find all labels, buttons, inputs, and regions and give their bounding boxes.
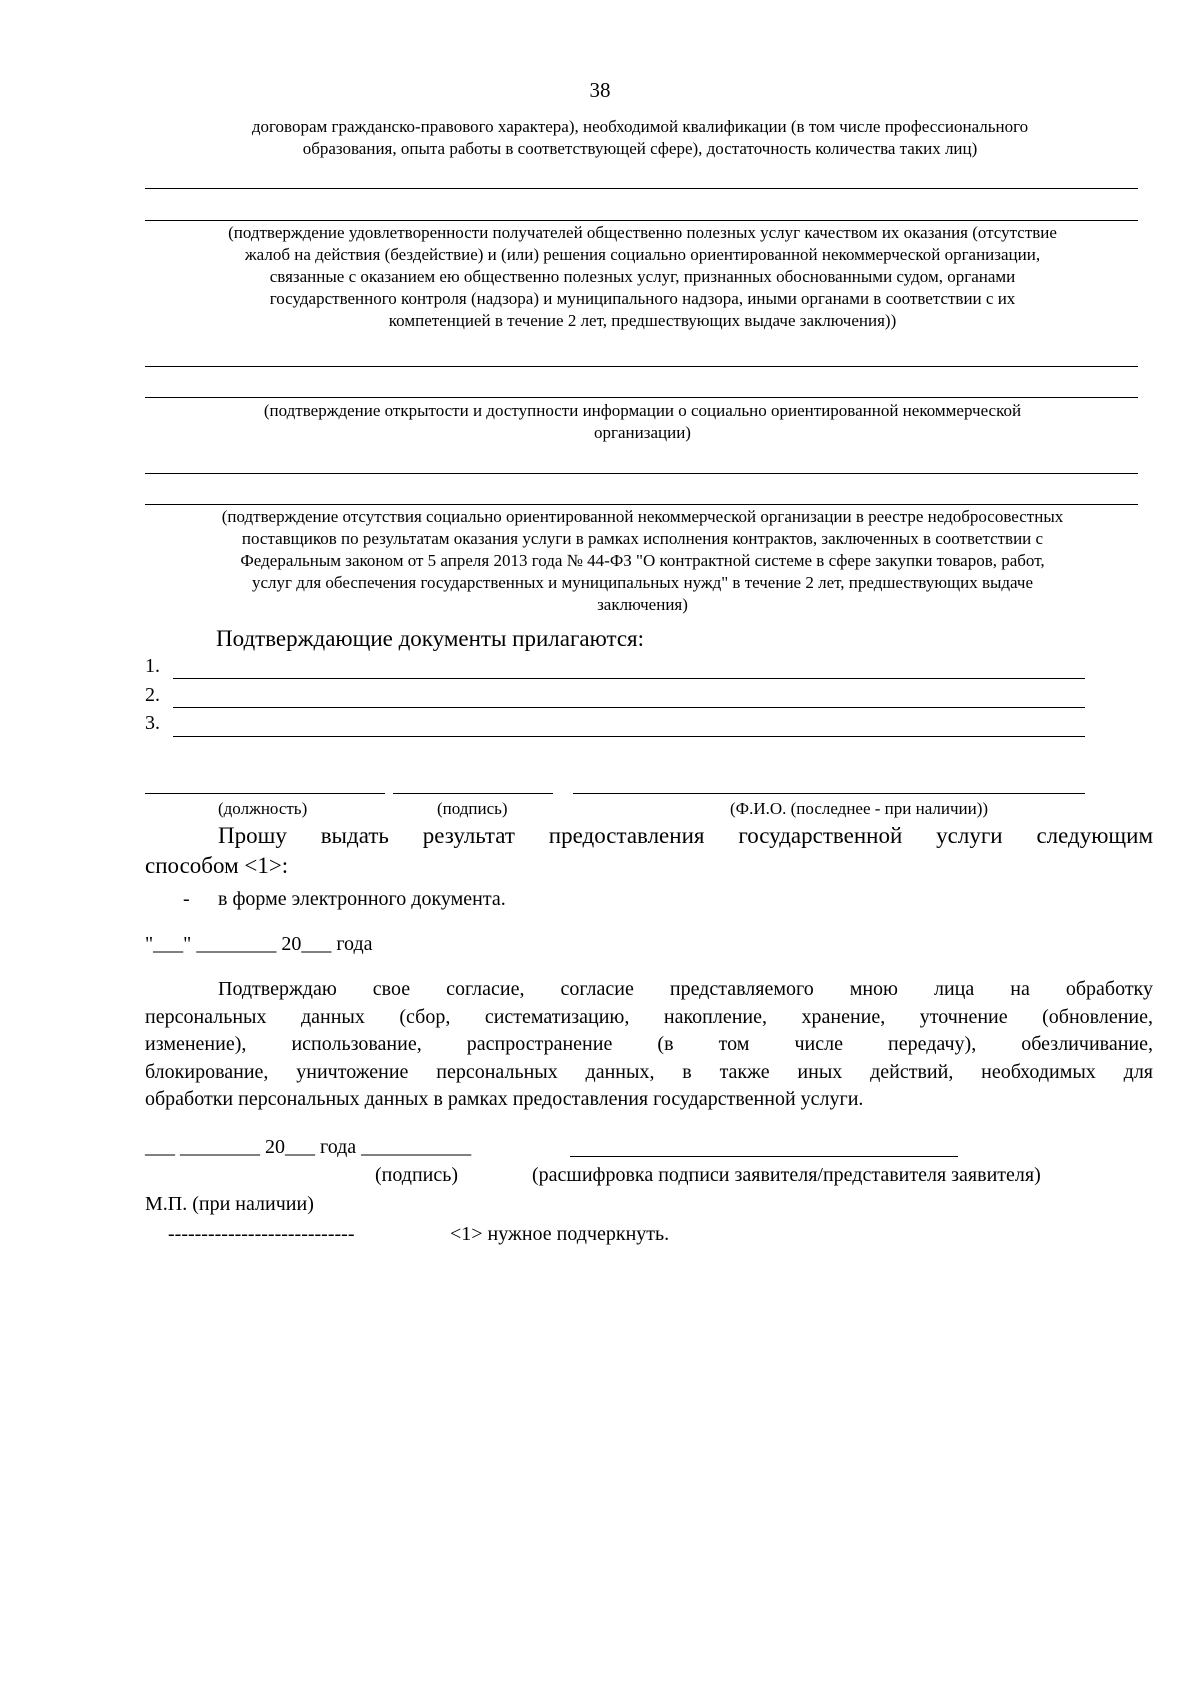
fill-line[interactable]	[145, 473, 1138, 474]
caption-line: заключения)	[597, 595, 688, 614]
attachment-item-1-line[interactable]	[173, 678, 1085, 679]
final-signature-label: (подпись)	[375, 1164, 459, 1186]
caption-line: (подтверждение открытости и доступности информации о социально ориентированной некоммерческой	[263, 401, 1022, 420]
fill-line[interactable]	[145, 220, 1138, 221]
consent-line: изменение), использование, распространение (в том числе передачу), обезличивание,	[145, 1033, 1153, 1055]
final-date-line[interactable]: ___ ________ 20___ года ___________	[145, 1136, 472, 1158]
intro-line: образования, опыта работы в соответствующей сфере), достаточность количества таких лиц)	[302, 139, 978, 158]
caption-line: государственного контроля (надзора) и муниципального надзора, иными органами в соответствии с их	[269, 289, 1016, 308]
caption-line: организации)	[594, 423, 691, 442]
consent-paragraph	[145, 976, 1153, 1114]
consent-line: обработки персональных данных в рамках предоставления государственной услуги.	[145, 1088, 864, 1110]
attachment-item-3-number: 3.	[145, 712, 160, 734]
footnote-separator: ----------------------------	[168, 1223, 355, 1245]
final-decode-label: (расшифровка подписи заявителя/представителя заявителя)	[532, 1164, 1041, 1186]
attachment-item-3-line[interactable]	[173, 736, 1085, 737]
footnote-text: <1> нужное подчеркнуть.	[450, 1223, 670, 1245]
consent-line: персональных данных (сбор, систематизацию, накопление, хранение, уточнение (обновление,	[145, 1005, 1153, 1028]
fill-line[interactable]	[145, 504, 1138, 505]
intro-line: договорам гражданско-правового характера), необходимой квалификации (в том числе профессионального	[251, 117, 1029, 136]
request-line-2: способом <1>:	[145, 853, 289, 878]
position-line[interactable]	[145, 793, 385, 794]
attachments-heading: Подтверждающие документы прилагаются:	[216, 626, 645, 651]
caption-line: связанные с оказанием ею общественно полезных услуг, признанных обоснованными судом, органами	[269, 267, 1016, 286]
decode-line[interactable]	[570, 1156, 958, 1157]
registry-caption	[140, 506, 1145, 616]
caption-line: (подтверждение удовлетворенности получателей общественно полезных услуг качеством их оказания (отсутствие	[228, 223, 1057, 242]
request-option-text: в форме электронного документа.	[218, 888, 506, 910]
satisfaction-caption	[140, 222, 1145, 332]
request-line-1: Прошу выдать результат предоставления государственной услуги следующим	[218, 823, 1153, 848]
signature-line[interactable]	[393, 793, 553, 794]
caption-line: (подтверждение отсутствия социально ориентированной некоммерческой организации в реестре недобросовестных	[221, 507, 1064, 526]
caption-line: поставщиков по результатам оказания услуги в рамках исполнения контрактов, заключенных в соответствии с	[241, 529, 1044, 548]
caption-line: компетенцией в течение 2 лет, предшествующих выдаче заключения))	[388, 311, 897, 330]
page-number: 38	[589, 78, 611, 102]
fill-line[interactable]	[145, 397, 1138, 398]
fill-line[interactable]	[145, 366, 1138, 367]
signature-label: (подпись)	[437, 799, 508, 818]
intro-text	[140, 116, 1140, 160]
caption-line: Федеральным законом от 5 апреля 2013 года № 44-ФЗ "О контрактной системе в сфере закупки товаров, работ,	[240, 551, 1045, 570]
attachment-item-2-number: 2.	[145, 684, 160, 706]
consent-line: блокирование, уничтожение персональных данных, в также иных действий, необходимых для	[145, 1060, 1153, 1083]
name-label: (Ф.И.О. (последнее - при наличии))	[730, 799, 989, 818]
position-label: (должность)	[218, 799, 308, 818]
caption-line: жалоб на действия (бездействие) и (или) решения социально ориентированной некоммерческой организации,	[244, 245, 1041, 264]
request-option-dash: -	[183, 888, 190, 910]
consent-line: Подтверждаю свое согласие, согласие представляемого мною лица на обработку	[218, 978, 1153, 1000]
attachment-item-1-number: 1.	[145, 655, 160, 677]
openness-caption	[140, 400, 1145, 444]
name-line[interactable]	[573, 793, 1085, 794]
caption-line: услуг для обеспечения государственных и муниципальных нужд" в течение 2 лет, предшествующих выдаче	[251, 573, 1034, 592]
date-line[interactable]: "___" ________ 20___ года	[145, 933, 373, 955]
attachment-item-2-line[interactable]	[173, 707, 1085, 708]
stamp-label: М.П. (при наличии)	[145, 1193, 314, 1215]
fill-line[interactable]	[145, 188, 1138, 189]
